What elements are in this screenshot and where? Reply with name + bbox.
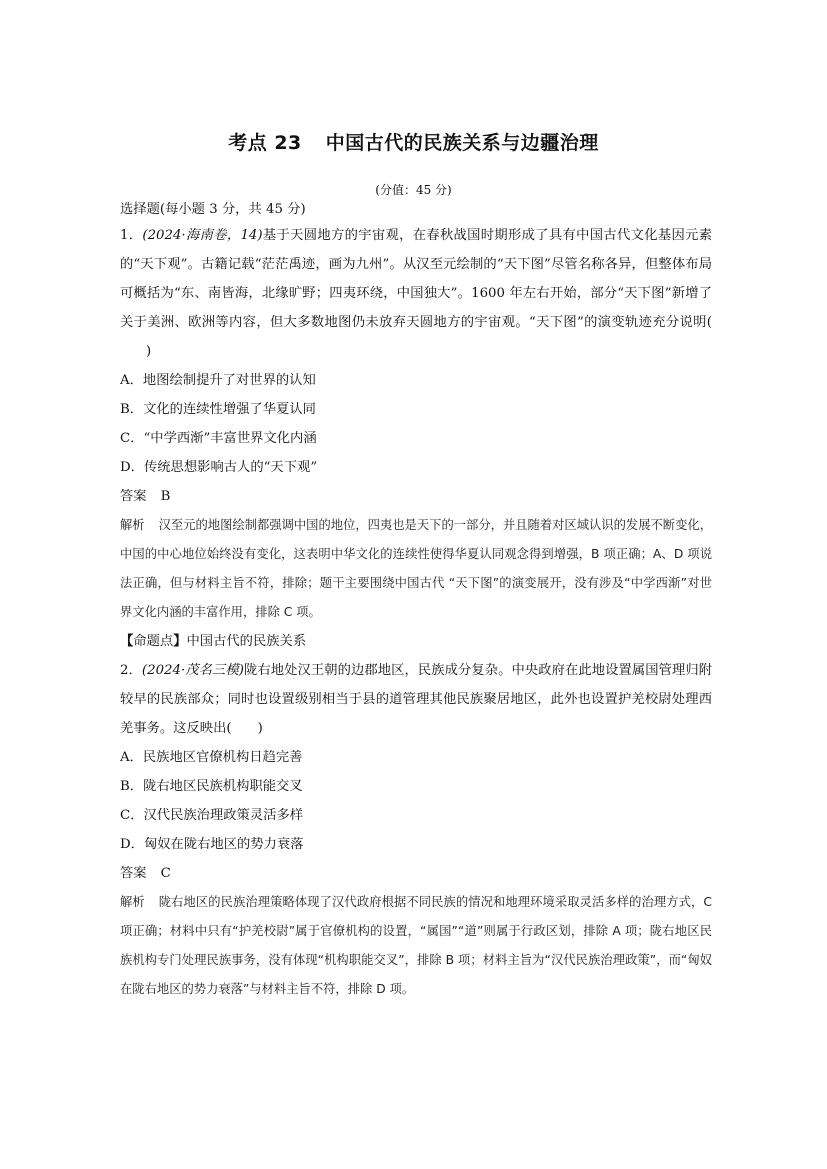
topic-label: 命题点 <box>133 634 174 649</box>
title-prefix: 考点 23 <box>228 132 302 154</box>
section-header: 选择题(每小题 3 分，共 45 分) <box>120 202 306 217</box>
question-2-number: 2． <box>120 663 142 678</box>
question-1-option-c: C．“中学西渐”丰富世界文化内涵 <box>120 431 317 446</box>
question-1-option-b: B．文化的连续性增强了华夏认同 <box>120 402 316 417</box>
score-note: (分值：45 分) <box>375 183 452 197</box>
answer-label: 答案 <box>120 866 147 881</box>
topic-text: 中国古代的民族关系 <box>186 634 307 649</box>
question-1-number: 1． <box>120 228 143 243</box>
topic-bracket-open: 【 <box>120 634 134 649</box>
analysis-text: 陇右地区的民族治理策略体现了汉代政府根据不同民族的情况和地理环境采取灵活多样的治理方式，C 项正确；材料中只有“护羌校尉”属于官僚机构的设置，“属国”“道”则属于行政区划，排除 A 项；陇右地区民族机构专门处理民族事务，没有体现“机构职能交叉”，排除 B 项；材料主旨为“汉代民族治理政策”，而“匈奴在陇右地区的势力衰落”与材料主旨不符，排除 D 项。 <box>120 895 712 996</box>
question-2-answer <box>120 859 712 888</box>
question-1-paren-close: ) <box>146 344 152 359</box>
page-title <box>0 128 827 155</box>
answer-label: 答案 <box>120 489 147 504</box>
question-1-source: (2024·海南卷，14) <box>142 228 263 243</box>
question-2-analysis <box>120 888 712 1004</box>
analysis-text: 汉至元的地图绘制都强调中国的地位，四夷也是天下的一部分，并且随着对区域认识的发展不断变化，中国的中心地位始终没有变化，这表明中华文化的连续性使得华夏认同观念得到增强，B 项正确；A、D 项说法正确，但与材料主旨不符，排除；题干主要围绕中国古代 “天下图”的演变展开，没有涉及“中学西渐”对世界文化内涵的丰富作用，排除 C 项。 <box>120 518 712 619</box>
question-2-source: (2024·茂名三模) <box>141 663 244 678</box>
question-1-text: 基于天圆地方的宇宙观，在春秋战国时期形成了具有中国古代文化基因元素的“天下观”。古籍记载“茫茫禹迹，画为九州”。从汉至元绘制的“天下图”尽管名称各异，但整体布局可概括为“东、南皆海，北缘旷野；四夷环绕，中国独大”。1600 年左右开始，部分“天下图”新增了关于美洲、欧洲等内容，但大多数地图仍未放弃天圆地方的宇宙观。“天下图”的演变轨迹充分说明( <box>120 228 712 330</box>
question-2-paren-close: ) <box>257 721 263 736</box>
question-2-option-c: C．汉代民族治理政策灵活多样 <box>120 808 304 823</box>
topic-bracket-close: 】 <box>173 634 187 649</box>
question-1-stem <box>120 221 712 366</box>
topic-heading <box>120 627 712 656</box>
question-2-option-a: A．民族地区官僚机构日趋完善 <box>120 750 303 765</box>
question-2-option-b: B．陇右地区民族机构职能交叉 <box>120 779 303 794</box>
answer-value: B <box>160 489 171 504</box>
title-main: 中国古代的民族关系与边疆治理 <box>325 132 599 154</box>
question-1-option-a: A．地图绘制提升了对世界的认知 <box>120 373 316 388</box>
question-1-analysis <box>120 511 712 627</box>
analysis-label: 解析 <box>120 518 145 532</box>
analysis-label: 解析 <box>120 895 145 909</box>
answer-value: C <box>160 866 171 881</box>
content-body <box>120 199 712 1004</box>
question-1-answer <box>120 482 712 511</box>
question-2-text: 陇右地处汉王朝的边郡地区，民族成分复杂。中央政府在此地设置属国管理归附较早的民族部众；同时也设置级别相当于县的道管理其他民族聚居地区，此外也设置护羌校尉处理西羌事务。这反映出( <box>120 663 712 736</box>
question-2-option-d: D．匈奴在陇右地区的势力衰落 <box>120 837 304 852</box>
question-1-option-d: D．传统思想影响古人的“天下观” <box>120 460 318 475</box>
question-2-stem <box>120 656 712 743</box>
